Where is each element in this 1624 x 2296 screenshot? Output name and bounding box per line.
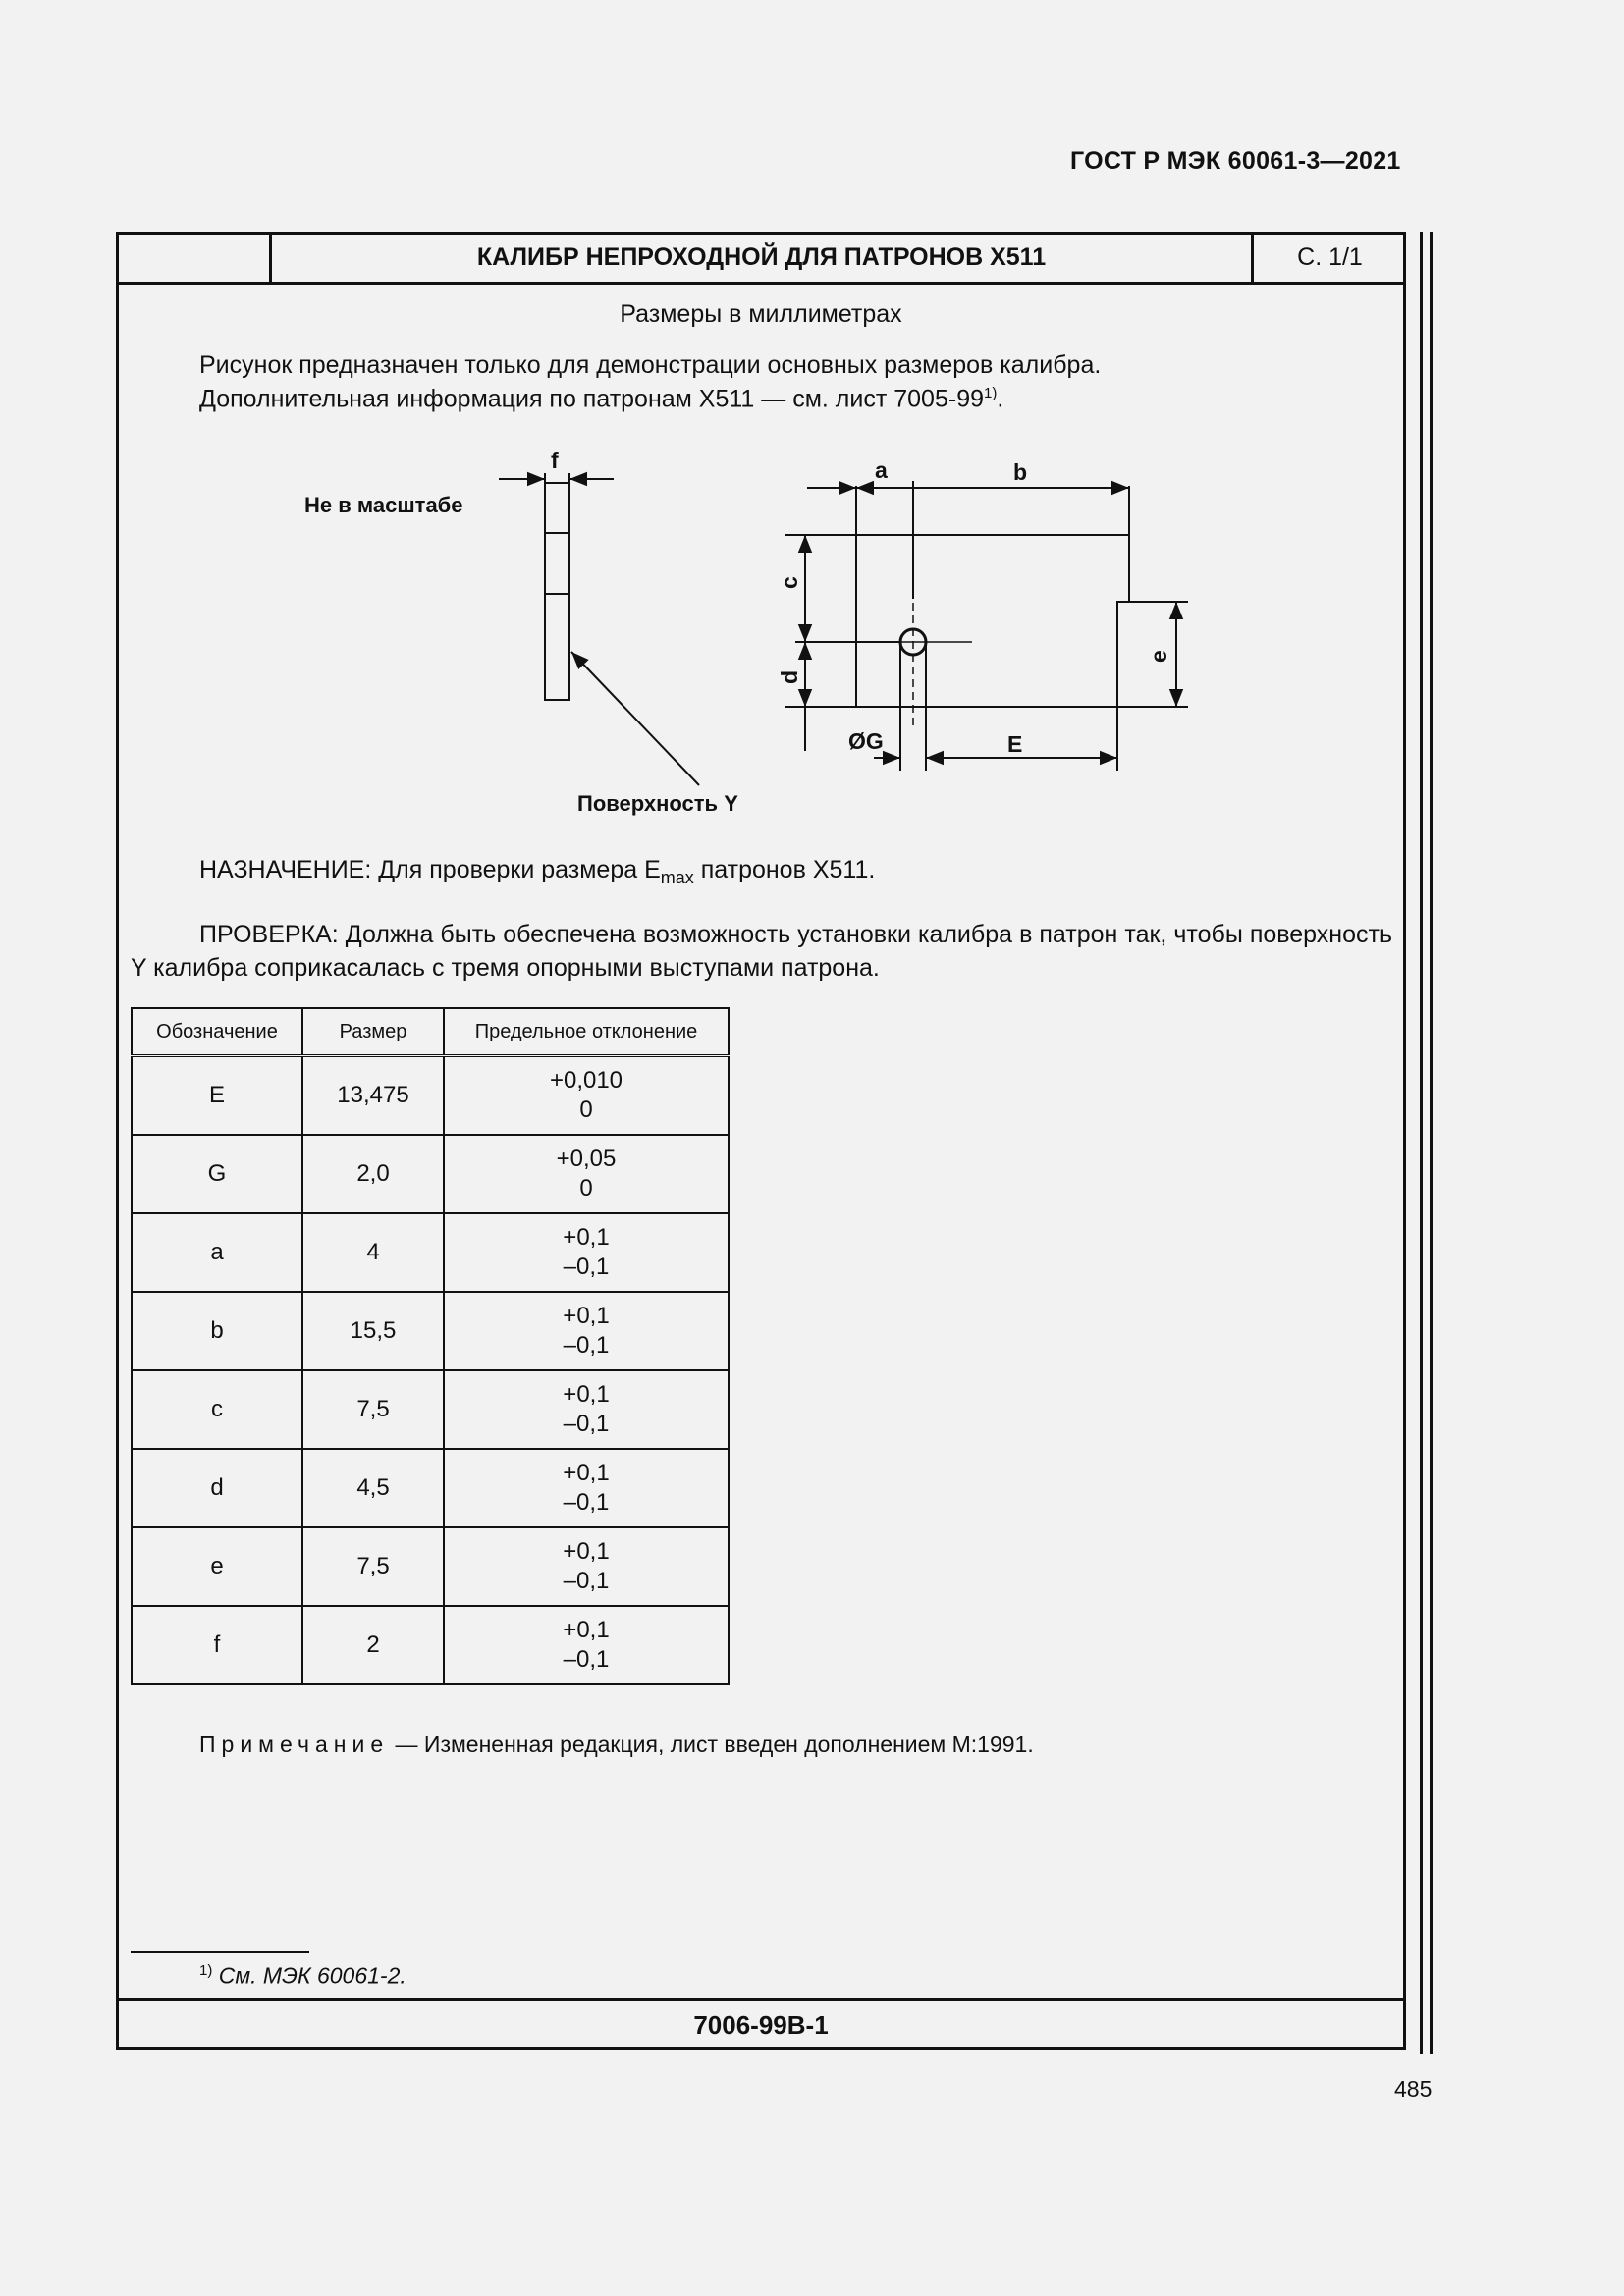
sheet-number: С. 1/1 bbox=[1297, 243, 1363, 271]
footnote-rule bbox=[131, 1951, 309, 1953]
tolerance-lower: –0,1 bbox=[563, 1568, 610, 1594]
sheet-title: КАЛИБР НЕПРОХОДНОЙ ДЛЯ ПАТРОНОВ X511 bbox=[476, 243, 1047, 271]
table-header-cell: Обозначение bbox=[132, 1008, 302, 1056]
tolerance-upper: +0,1 bbox=[563, 1381, 610, 1408]
page-number: 485 bbox=[1394, 2076, 1433, 2102]
symbol-cell: e bbox=[132, 1527, 302, 1606]
symbol-cell: E bbox=[132, 1056, 302, 1136]
symbol-cell: G bbox=[132, 1135, 302, 1213]
table-row bbox=[132, 1527, 729, 1606]
intro-line-2-end: . bbox=[997, 385, 1004, 413]
tolerance-cell bbox=[444, 1370, 729, 1449]
table-row bbox=[132, 1292, 729, 1370]
purpose-prefix: НАЗНАЧЕНИЕ: Для проверки размера E bbox=[199, 856, 661, 883]
tolerance-upper: +0,1 bbox=[563, 1460, 610, 1486]
footnote-mark: 1) bbox=[199, 1962, 213, 1979]
dim-e-label: e bbox=[1146, 650, 1171, 663]
remark bbox=[199, 1732, 1034, 1758]
table-header-row bbox=[132, 1008, 729, 1056]
dimensions-table bbox=[131, 1007, 730, 1685]
tolerance-upper: +0,1 bbox=[563, 1538, 610, 1565]
dim-a-label: a bbox=[875, 457, 888, 483]
size-cell: 4,5 bbox=[302, 1449, 444, 1527]
symbol-cell: c bbox=[132, 1370, 302, 1449]
footnote bbox=[199, 1962, 406, 1990]
tolerance-lower: –0,1 bbox=[563, 1332, 610, 1359]
table-row bbox=[132, 1135, 729, 1213]
gauge-drawing bbox=[0, 0, 1624, 844]
gauge-side-view bbox=[545, 483, 569, 700]
remark-text: — Измененная редакция, лист введен дополнением М:1991. bbox=[389, 1732, 1034, 1757]
gauge-front-view bbox=[856, 535, 1129, 707]
size-cell: 4 bbox=[302, 1213, 444, 1292]
dim-d-label: d bbox=[777, 669, 802, 684]
check-paragraph: ПРОВЕРКА: Должна быть обеспечена возможность установки калибра в патрон так, чтобы поверхность Y калибра соприкасалась с тремя опорными выступами патрона. bbox=[131, 921, 1392, 982]
size-cell: 7,5 bbox=[302, 1527, 444, 1606]
dim-c-label: c bbox=[777, 576, 802, 589]
table-header-cell: Размер bbox=[302, 1008, 444, 1056]
surface-y-label: Поверхность Y bbox=[577, 791, 738, 816]
tolerance-cell bbox=[444, 1056, 729, 1136]
intro-line-1: Рисунок предназначен только для демонстрации основных размеров калибра. bbox=[199, 351, 1102, 379]
tolerance-cell bbox=[444, 1449, 729, 1527]
size-cell: 2 bbox=[302, 1606, 444, 1684]
tolerance-lower: 0 bbox=[579, 1096, 593, 1123]
tolerance-cell bbox=[444, 1527, 729, 1606]
purpose-text bbox=[199, 856, 875, 888]
tolerance-cell bbox=[444, 1213, 729, 1292]
dim-g-label: ØG bbox=[848, 728, 884, 754]
symbol-cell: a bbox=[132, 1213, 302, 1292]
tolerance-cell bbox=[444, 1135, 729, 1213]
intro-line-2-text: Дополнительная информация по патронам X511 — см. лист 7005-99 bbox=[199, 385, 984, 413]
table-row bbox=[132, 1606, 729, 1684]
symbol-cell: d bbox=[132, 1449, 302, 1527]
size-cell: 15,5 bbox=[302, 1292, 444, 1370]
footnote-ref: 1) bbox=[984, 385, 998, 401]
size-cell: 13,475 bbox=[302, 1056, 444, 1136]
size-cell: 7,5 bbox=[302, 1370, 444, 1449]
tolerance-cell bbox=[444, 1292, 729, 1370]
sheet-code: 7006-99B-1 bbox=[693, 2010, 829, 2040]
not-to-scale-label: Не в масштабе bbox=[304, 493, 463, 517]
symbol-cell: f bbox=[132, 1606, 302, 1684]
tolerance-upper: +0,1 bbox=[563, 1224, 610, 1251]
purpose-subscript: max bbox=[660, 868, 694, 887]
dim-f-label: f bbox=[551, 448, 559, 473]
footnote-text: См. МЭК 60061-2. bbox=[218, 1962, 406, 1989]
table-row bbox=[132, 1449, 729, 1527]
table-header-cell: Предельное отклонение bbox=[444, 1008, 729, 1056]
units-note: Размеры в миллиметрах bbox=[620, 300, 902, 328]
size-cell: 2,0 bbox=[302, 1135, 444, 1213]
table-row bbox=[132, 1213, 729, 1292]
tolerance-upper: +0,010 bbox=[549, 1067, 623, 1094]
purpose-suffix: патронов X511. bbox=[693, 856, 876, 883]
dim-b-label: b bbox=[1013, 459, 1028, 485]
tolerance-lower: –0,1 bbox=[563, 1254, 610, 1280]
tolerance-upper: +0,1 bbox=[563, 1617, 610, 1643]
tolerance-upper: +0,1 bbox=[563, 1303, 610, 1329]
tolerance-lower: 0 bbox=[579, 1175, 593, 1201]
tolerance-upper: +0,05 bbox=[556, 1146, 617, 1172]
tolerance-lower: –0,1 bbox=[563, 1646, 610, 1673]
standard-code: ГОСТ Р МЭК 60061-3—2021 bbox=[1070, 147, 1401, 175]
tolerance-lower: –0,1 bbox=[563, 1489, 610, 1516]
remark-label: Примечание bbox=[199, 1732, 390, 1757]
table-row bbox=[132, 1056, 729, 1136]
dim-e-upper-label: E bbox=[1007, 731, 1023, 757]
table-row bbox=[132, 1370, 729, 1449]
tolerance-lower: –0,1 bbox=[563, 1411, 610, 1437]
symbol-cell: b bbox=[132, 1292, 302, 1370]
tolerance-cell bbox=[444, 1606, 729, 1684]
